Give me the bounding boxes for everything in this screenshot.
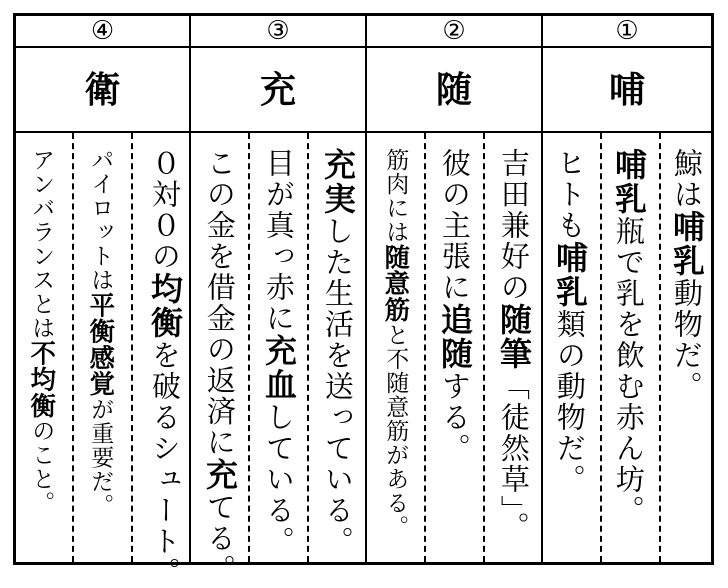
- example-sentence: ヒトも哺乳類の動物だ。: [550, 148, 589, 495]
- example-sentence: アンバランスとは不均衡のこと。: [27, 148, 57, 515]
- number-row-divider: [16, 46, 711, 48]
- column-number: ④: [90, 16, 115, 46]
- example-sentence: パイロットは平衡感覚が重要だ。: [86, 148, 116, 518]
- example-sentence: 彼の主張に追随する。: [435, 148, 474, 464]
- example-sentence: この金を借金の返済に充てる。: [200, 148, 239, 585]
- example-sentence: 鯨は哺乳動物だ。: [667, 148, 706, 402]
- column-number: ①: [615, 16, 639, 46]
- target-kanji: 随: [435, 70, 472, 111]
- example-sentence: ０対０の均衡を破るシュート。: [145, 148, 184, 588]
- target-kanji: 衛: [84, 70, 121, 111]
- example-sentence: 充実した生活を送っている。: [318, 148, 357, 557]
- dashed-divider: [600, 133, 602, 562]
- dashed-divider: [424, 133, 426, 562]
- example-sentence: 目が真っ赤に充血している。: [259, 148, 298, 557]
- column-number: ②: [442, 16, 466, 46]
- example-sentence: 吉田兼好の随筆「徒然草」。: [494, 148, 533, 543]
- example-sentence: 哺乳瓶で乳を飲む赤ん坊。: [609, 148, 648, 526]
- kanji-row-divider: [16, 131, 711, 133]
- example-sentence: 筋肉には随意筋と不随意筋がある。: [381, 148, 411, 539]
- dashed-divider: [131, 133, 133, 562]
- dashed-divider: [659, 133, 661, 562]
- dashed-divider: [248, 133, 250, 562]
- target-kanji: 哺: [608, 70, 645, 111]
- dashed-divider: [307, 133, 309, 562]
- target-kanji: 充: [259, 70, 296, 111]
- dashed-divider: [483, 133, 485, 562]
- dashed-divider: [72, 133, 74, 562]
- kanji-worksheet: [13, 13, 714, 588]
- column-number: ③: [266, 16, 290, 46]
